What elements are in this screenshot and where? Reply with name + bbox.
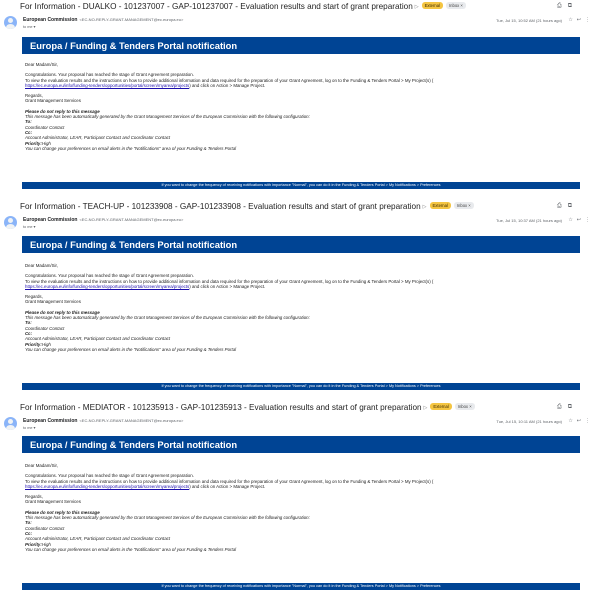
no-reply-notice: Please do not reply to this message xyxy=(25,309,100,315)
star-icon[interactable]: ☆ xyxy=(568,217,573,223)
signature: Grant Management Services xyxy=(25,98,81,104)
portal-banner: Europa / Funding & Tenders Portal notification xyxy=(22,436,580,453)
message-actions xyxy=(564,17,590,23)
email-body: Dear Madam/Sir, Congratulations. Your proposal has reached the stage of Grant Agreement preparation. To view the evaluation results and the instructions on how to provide additional information and data required for the preparation of your Grant Agreement, log on to the Funding & Tenders Portal > My Project(s) ( https://ec.europa.eu/info/funding-tenders/opportunities/portal/screen/myarea/projects) and click on Action > Manage Project. Regards, Grant Management Services Please do not reply to this message This message has been automatically generated by the Grant Management Services of the European Commission with the following configuration: To: Coordinator Contact Cc: Account Administrator, LEAR, Participant Contact and Coordinator Contact Priority:High You can change your preferences on email alerts in the "Notifications" area of your Funding & Tenders Portal xyxy=(25,463,575,552)
sender-row xyxy=(4,215,594,233)
external-badge: External xyxy=(422,2,443,9)
email-body: Dear Madam/Sir, Congratulations. Your proposal has reached the stage of Grant Agreement preparation. To view the evaluation results and the instructions on how to provide additional information and data required for the preparation of your Grant Agreement, log on to the Funding & Tenders Portal > My Project(s) ( https://ec.europa.eu/info/funding-tenders/opportunities/portal/screen/myarea/projects) and click on Action > Manage Project. Regards, Grant Management Services Please do not reply to this message This message has been automatically generated by the Grant Management Services of the European Commission with the following configuration: To: Coordinator Contact Cc: Account Administrator, LEAR, Participant Contact and Coordinator Contact Priority:High You can change your preferences on email alerts in the "Notifications" area of your Funding & Tenders Portal xyxy=(25,62,575,151)
instructions-text: To view the evaluation results and the instructions on how to provide additional information and data required for the preparation of your Grant Agreement, log on to the Funding & Tenders Portal > My Project(s) ( xyxy=(25,278,434,284)
footer-bar: If you want to change the frequency of receiving notifications with importance "Normal", you can do it in the Funding & Tenders Portal > My Notifications > Preferences xyxy=(22,182,580,189)
recipient-toggle[interactable]: to me ▾ xyxy=(23,25,36,29)
sender: European Commission <EC-NO-REPLY-GRANT-MANAGEMENT@ec.europa.eu> xyxy=(23,217,184,223)
signature: Grant Management Services xyxy=(25,499,81,505)
auto-generated-notice: This message has been automatically generated by the Grant Management Services of the European Commission with the following configuration: xyxy=(25,315,310,321)
message-actions xyxy=(564,418,590,424)
inbox-label-chip[interactable]: Inbox × xyxy=(446,2,466,9)
email-date: Tue, Jul 15, 10:11 AM (21 hours ago) xyxy=(496,419,562,424)
instructions-text: To view the evaluation results and the instructions on how to provide additional information and data required for the preparation of your Grant Agreement, log on to the Funding & Tenders Portal > My Project(s) ( xyxy=(25,77,434,83)
projects-link[interactable]: https://ec.europa.eu/info/funding-tenders/opportunities/portal/screen/myarea/projects xyxy=(25,283,190,289)
thread-actions xyxy=(551,3,572,10)
priority-line: Priority:High xyxy=(25,140,51,146)
cc-value: Account Administrator, LEAR, Participant Contact and Coordinator Contact xyxy=(25,135,171,141)
sender-row xyxy=(4,416,594,434)
greeting: Dear Madam/Sir, xyxy=(25,263,58,268)
auto-generated-notice: This message has been automatically generated by the Grant Management Services of the European Commission with the following configuration: xyxy=(25,114,310,120)
sender-email: <EC-NO-REPLY-GRANT-MANAGEMENT@ec.europa.eu> xyxy=(79,217,184,222)
subject-row xyxy=(20,401,580,415)
to-label: To: xyxy=(25,119,32,125)
subject-row xyxy=(20,0,580,14)
email-subject: For Information - TEACH-UP - 101233908 - GAP-101233908 - Evaluation results and start of grant preparation ▷ External Inbox × xyxy=(20,202,474,211)
recipient-toggle[interactable]: to me ▾ xyxy=(23,225,36,229)
priority-line: Priority:High xyxy=(25,541,51,547)
footer-bar: If you want to change the frequency of receiving notifications with importance "Normal", you can do it in the Funding & Tenders Portal > My Notifications > Preferences xyxy=(22,383,580,390)
sender-email: <EC-NO-REPLY-GRANT-MANAGEMENT@ec.europa.eu> xyxy=(79,17,184,22)
reply-icon[interactable]: ↩ xyxy=(576,217,581,223)
email-body: Dear Madam/Sir, Congratulations. Your proposal has reached the stage of Grant Agreement preparation. To view the evaluation results and the instructions on how to provide additional information and data required for the preparation of your Grant Agreement, log on to the Funding & Tenders Portal > My Project(s) ( https://ec.europa.eu/info/funding-tenders/opportunities/portal/screen/myarea/projects) and click on Action > Manage Project. Regards, Grant Management Services Please do not reply to this message This message has been automatically generated by the Grant Management Services of the European Commission with the following configuration: To: Coordinator Contact Cc: Account Administrator, LEAR, Participant Contact and Coordinator Contact Priority:High You can change your preferences on email alerts in the "Notifications" area of your Funding & Tenders Portal xyxy=(25,263,575,352)
sender: European Commission <EC-NO-REPLY-GRANT-MANAGEMENT@ec.europa.eu> xyxy=(23,418,184,424)
external-badge: External xyxy=(430,403,451,410)
avatar[interactable] xyxy=(4,417,17,430)
print-icon[interactable]: ⎙ xyxy=(556,3,562,9)
avatar[interactable] xyxy=(4,216,17,229)
cc-value: Account Administrator, LEAR, Participant Contact and Coordinator Contact xyxy=(25,536,171,542)
email-date: Tue, Jul 15, 10:37 AM (21 hours ago) xyxy=(496,218,562,223)
cc-value: Account Administrator, LEAR, Participant Contact and Coordinator Contact xyxy=(25,336,171,342)
footer-bar: If you want to change the frequency of receiving notifications with importance "Normal", you can do it in the Funding & Tenders Portal > My Notifications > Preferences xyxy=(22,583,580,590)
no-reply-notice: Please do not reply to this message xyxy=(25,108,100,114)
print-icon[interactable]: ⎙ xyxy=(556,203,562,209)
label-icon[interactable]: ▷ xyxy=(423,404,428,411)
auto-generated-notice: This message has been automatically generated by the Grant Management Services of the European Commission with the following configuration: xyxy=(25,515,310,521)
preferences-text: You can change your preferences on email alerts in the "Notifications" area of your Funding & Tenders Portal xyxy=(25,145,237,151)
priority-line: Priority:High xyxy=(25,341,51,347)
subject-row xyxy=(20,200,580,214)
regards: Regards, xyxy=(25,93,43,99)
email-subject: For Information - MEDIATOR - 101235913 - GAP-101235913 - Evaluation results and start of grant preparation ▷ External Inbox × xyxy=(20,403,475,412)
greeting: Dear Madam/Sir, xyxy=(25,62,58,67)
inbox-label-chip[interactable]: Inbox × xyxy=(455,403,475,410)
no-reply-notice: Please do not reply to this message xyxy=(25,509,100,515)
label-icon[interactable]: ▷ xyxy=(414,3,419,10)
to-label: To: xyxy=(25,520,32,526)
sender-email: <EC-NO-REPLY-GRANT-MANAGEMENT@ec.europa.eu> xyxy=(79,418,184,423)
regards: Regards, xyxy=(25,494,43,500)
to-value: Coordinator Contact xyxy=(25,124,65,130)
to-value: Coordinator Contact xyxy=(25,525,65,531)
email-date: Tue, Jul 15, 10:52 AM (21 hours ago) xyxy=(496,18,562,23)
congrats-text: Congratulations. Your proposal has reached the stage of Grant Agreement preparation. xyxy=(25,72,194,78)
congrats-text: Congratulations. Your proposal has reached the stage of Grant Agreement preparation. xyxy=(25,473,194,479)
star-icon[interactable]: ☆ xyxy=(568,17,573,23)
label-icon[interactable]: ▷ xyxy=(422,203,427,210)
print-icon[interactable]: ⎙ xyxy=(556,404,562,410)
projects-link[interactable]: https://ec.europa.eu/info/funding-tenders/opportunities/portal/screen/myarea/projects xyxy=(25,82,190,88)
cc-label: Cc: xyxy=(25,530,33,536)
to-label: To: xyxy=(25,320,32,326)
sender-row xyxy=(4,15,594,33)
portal-banner: Europa / Funding & Tenders Portal notification xyxy=(22,37,580,54)
inbox-label-chip[interactable]: Inbox × xyxy=(454,202,474,209)
sender: European Commission <EC-NO-REPLY-GRANT-MANAGEMENT@ec.europa.eu> xyxy=(23,17,184,23)
preferences-text: You can change your preferences on email alerts in the "Notifications" area of your Funding & Tenders Portal xyxy=(25,546,237,552)
preferences-text: You can change your preferences on email alerts in the "Notifications" area of your Funding & Tenders Portal xyxy=(25,346,237,352)
open-in-new-icon[interactable]: ⧉ xyxy=(567,203,572,209)
more-vert-icon[interactable]: ⋮ xyxy=(585,17,590,23)
email-subject: For Information - DUALKO - 101237007 - GAP-101237007 - Evaluation results and start of grant preparation ▷ External Inbox × xyxy=(20,2,466,11)
reply-icon[interactable]: ↩ xyxy=(576,418,581,424)
cc-label: Cc: xyxy=(25,129,33,135)
external-badge: External xyxy=(430,202,451,209)
avatar[interactable] xyxy=(4,16,17,29)
signature: Grant Management Services xyxy=(25,299,81,305)
open-in-new-icon[interactable]: ⧉ xyxy=(567,3,572,9)
instructions-text: To view the evaluation results and the instructions on how to provide additional information and data required for the preparation of your Grant Agreement, log on to the Funding & Tenders Portal > My Project(s) ( xyxy=(25,478,434,484)
recipient-toggle[interactable]: to me ▾ xyxy=(23,426,36,430)
message-actions xyxy=(564,217,590,223)
star-icon[interactable]: ☆ xyxy=(568,418,573,424)
thread-actions xyxy=(551,404,572,411)
congrats-text: Congratulations. Your proposal has reached the stage of Grant Agreement preparation. xyxy=(25,273,194,279)
more-vert-icon[interactable]: ⋮ xyxy=(585,217,590,223)
projects-link[interactable]: https://ec.europa.eu/info/funding-tenders/opportunities/portal/screen/myarea/projects xyxy=(25,483,190,489)
to-value: Coordinator Contact xyxy=(25,325,65,331)
more-vert-icon[interactable]: ⋮ xyxy=(585,418,590,424)
thread-actions xyxy=(551,203,572,210)
regards: Regards, xyxy=(25,294,43,300)
cc-label: Cc: xyxy=(25,330,33,336)
open-in-new-icon[interactable]: ⧉ xyxy=(567,404,572,410)
greeting: Dear Madam/Sir, xyxy=(25,463,58,468)
portal-banner: Europa / Funding & Tenders Portal notification xyxy=(22,236,580,253)
reply-icon[interactable]: ↩ xyxy=(576,17,581,23)
